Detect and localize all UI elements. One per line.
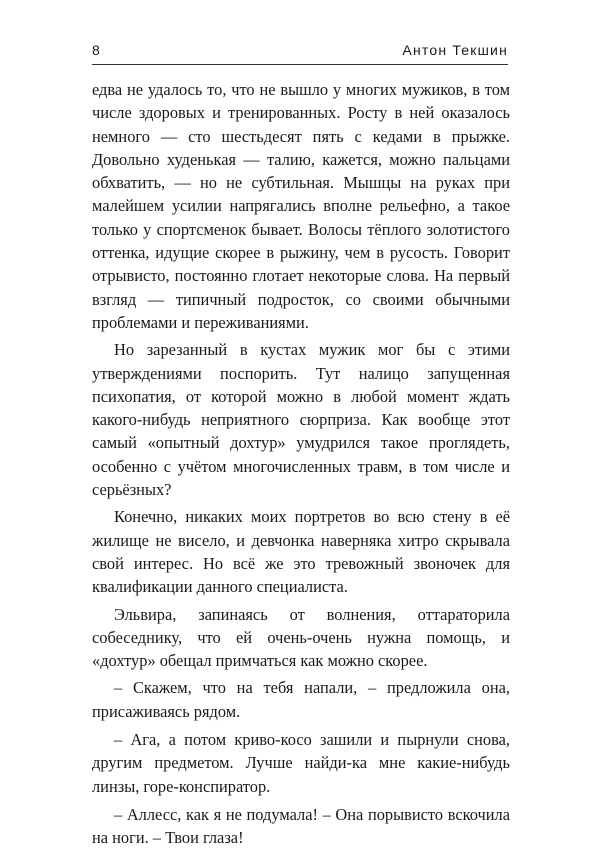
book-author: Антон Текшин [402,42,508,58]
page-number: 8 [92,42,101,58]
dialogue-line: – Аллесс, как я не подумала! – Она порывисто вскочила на ноги. – Твои глаза! [92,804,510,848]
dialogue-line: – Скажем, что на тебя напали, – предложила она, присаживаясь рядом. [92,678,510,721]
paragraph: Конечно, никаких моих портретов во всю стену в её жилище не висело, и девчонка наверняка хитро скрывала свой интерес. Но всё же это тревожный звоночек для квалификации данного специалиста. [92,507,510,597]
dialogue-line: – Ага, а потом криво-косо зашили и пырнули снова, другим предметом. Лучше найди-ка мне какие-нибудь линзы, горе-конспиратор. [92,730,510,796]
body-text [92,78,510,855]
running-head [92,40,508,65]
paragraph: Эльвира, запинаясь от волнения, оттараторила собеседнику, что ей очень-очень нужна помощь, и «дохтур» обещал примчаться как можно скорее. [92,604,510,671]
paragraph-continuation: едва не удалось то, что не вышло у многих мужиков, в том числе здоровых и тренированных. Росту в ней оказалось немного — сто шестьдесят пять с кедами в прыжке. Довольно худенькая — талию, кажется, можно пальцами обхватить, — но не субтильная. Мышцы на руках при малейшем усилии напрягались вполне рельефно, а такое только у спортсменок бывает. Волосы тёплого золотистого оттенка, идущие скорее в рыжину, чем в русость. Говорит отрывисто, постоянно глотает некоторые слова. На первый взгляд — типичный подросток, со своими обычными проблемами и переживаниями. [92,80,510,332]
paragraph: Но зарезанный в кустах мужик мог бы с этими утверждениями поспорить. Тут налицо запущенная психопатия, от которой можно в любой момент ждать какого-нибудь неприятного сюрприза. Как вообще этот самый «опытный дохтур» умудрился такое проглядеть, особенно с учётом многочисленных травм, в том числе и серьёзных? [92,340,510,500]
